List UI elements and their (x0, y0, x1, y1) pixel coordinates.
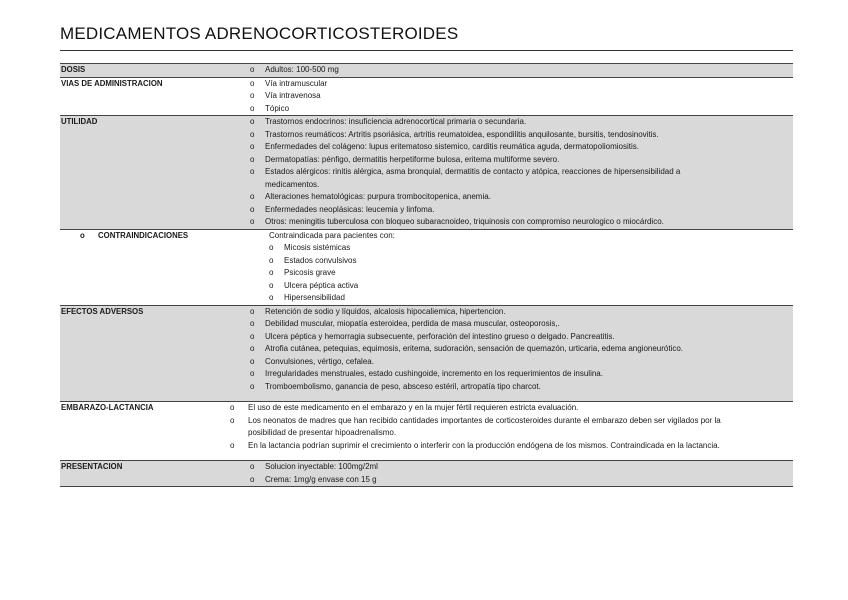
list-item-text: Hipersensibilidad (284, 293, 345, 302)
bullet-marker: o (230, 415, 235, 425)
list-item (266, 267, 793, 280)
row-dosis (60, 63, 793, 78)
list-item (247, 141, 793, 154)
bullet-marker: o (230, 440, 235, 450)
label-embarazo: EMBARAZO-LACTANCIA (61, 403, 154, 412)
list-item-text: Estados convulsivos (284, 255, 357, 265)
label-presentacion: PRESENTACION (61, 462, 123, 471)
list-item-text: Otros: meningitis tuberculosa con bloqueo subaracnoideo, triquinosis con compromiso neurologico o miocárdico. (265, 217, 664, 226)
list-item (227, 402, 793, 415)
list-item (247, 191, 793, 204)
list-item (266, 280, 793, 293)
list-item (247, 343, 793, 356)
list-item (247, 306, 793, 319)
list-item-text: Ulcera péptica y hemorragia subsecuente, perforación del intestino grueso o delgado. Pancreatitis. (265, 331, 615, 341)
list-item (247, 331, 793, 344)
list-item (247, 381, 793, 394)
bullet-marker: o (269, 293, 274, 302)
bullet-marker: o (250, 204, 255, 214)
label-dosis: DOSIS (61, 65, 86, 74)
list-item (247, 90, 793, 103)
list-contraindicaciones (266, 242, 793, 305)
row-efectos (60, 306, 793, 403)
bullet-marker: o (250, 462, 255, 471)
list-item-text: Atrofia cutánea, petequias, equimosis, eritema, sudoración, sensación de quemazón, urticaria, edema angioneurótico. (265, 344, 684, 353)
label-vias: VIAS DE ADMINISTRACION (61, 78, 163, 88)
row-contraindicaciones (60, 230, 793, 306)
list-item-text: Los neonatos de madres que han recibido cantidades importantes de corticosteroides durante el embarazo deben ser vigilados por la posibilidad de presentar hipoadrenalismo. (248, 415, 721, 437)
list-item (247, 154, 793, 167)
row-presentacion (60, 461, 793, 487)
list-item-text: El uso de este medicamento en el embarazo y en la mujer fértil requieren estricta evaluación. (248, 403, 579, 412)
bullet-marker: o (80, 230, 85, 240)
list-item (247, 166, 793, 191)
bullet-marker: o (250, 356, 255, 366)
row-embarazo (60, 402, 793, 461)
list-item-text: Enfermedades del colágeno: lupus eritematoso sistemico, carditis reumática aguda, dermatopoliomiositis. (265, 142, 639, 151)
bullet-marker: o (250, 381, 255, 391)
label-efectos: EFECTOS ADVERSOS (61, 306, 144, 316)
bullet-marker: o (250, 103, 255, 113)
list-item (247, 64, 793, 77)
list-item (247, 129, 793, 142)
bullet-marker: o (269, 268, 274, 277)
bullet-marker: o (250, 142, 255, 151)
list-item (227, 440, 793, 453)
list-item (247, 318, 793, 331)
bullet-marker: o (250, 474, 255, 484)
list-item-text: En la lactancia podrían suprimir el crecimiento o interferir con la producción endógena de los mismos. Contraindicada en la lactancia. (248, 440, 720, 450)
list-item-text: Irregularidades menstruales, estado cushingoide, incremento en los requerimientos de insulina. (265, 369, 603, 378)
list-item-text: Ulcera péptica activa (284, 280, 359, 290)
list-item (247, 204, 793, 217)
list-item-text: Retención de sodio y líquidos, alcalosis hipocaliemica, hipertencion. (265, 306, 506, 316)
list-item-text: Solucion inyectable: 100mg/2ml (265, 462, 378, 471)
list-item-text: Enfermedades neoplásicas: leucemia y linfoma. (265, 204, 435, 214)
bullet-marker: o (250, 369, 255, 378)
drug-info-table (60, 63, 793, 487)
list-item-text: Tópico (265, 103, 290, 113)
bullet-marker: o (250, 344, 255, 353)
bullet-marker: o (250, 154, 255, 164)
bullet-marker: o (269, 280, 274, 290)
list-item (247, 103, 793, 116)
label-utilidad: UTILIDAD (61, 117, 98, 126)
bullet-marker: o (250, 217, 255, 226)
bullet-marker: o (250, 117, 255, 126)
list-item-text: Vía intramuscular (265, 78, 328, 88)
bullet-marker: o (250, 167, 255, 176)
list-embarazo (227, 402, 793, 452)
bullet-marker: o (230, 403, 235, 412)
list-item (227, 415, 793, 440)
list-dosis (247, 64, 793, 77)
row-vias (60, 78, 793, 117)
bullet-marker: o (250, 78, 255, 88)
label-contraindicaciones-text: CONTRAINDICACIONES (98, 230, 189, 240)
page-title: MEDICAMENTOS ADRENOCORTICOSTEROIDES (60, 24, 459, 43)
bullet-marker: o (269, 243, 274, 252)
bullet-marker: o (250, 331, 255, 341)
list-item-text: Debilidad muscular, miopatía esteroidea, perdida de masa muscular, osteoporosis,. (265, 319, 560, 328)
bullet-marker: o (250, 319, 255, 328)
list-item-text: Crema: 1mg/g envase con 15 g (265, 474, 377, 484)
title-divider (60, 50, 793, 51)
bullet-marker: o (250, 91, 255, 100)
list-item-text: Estados alérgicos: rinitis alérgica, asma bronquial, dermatitis de contacto y atópica, reacciones de hipersensibilidad a medicamentos. (265, 167, 681, 189)
list-efectos (247, 306, 793, 394)
list-item (266, 255, 793, 268)
list-item (266, 292, 793, 305)
bullet-marker: o (250, 192, 255, 201)
list-item-text: Convulsiones, vértigo, cefalea. (265, 356, 374, 366)
contraindicaciones-intro: Contraindicada para pacientes con: (269, 230, 395, 240)
list-item-text: Trastornos reumáticos: Artritis psoriásica, artritis reumatoidea, espondilitis anquilosante, bursitis, tendosinovitis. (265, 129, 659, 139)
list-item-text: Vía intravenosa (265, 91, 321, 100)
list-item (266, 242, 793, 255)
list-item (247, 461, 793, 474)
bullet-marker: o (250, 306, 255, 316)
list-presentacion (247, 461, 793, 486)
list-item (247, 474, 793, 487)
list-utilidad (247, 116, 793, 229)
list-vias (247, 78, 793, 116)
list-item-text: Tromboembolismo, ganancia de peso, absceso estéril, artropatía tipo charcot. (265, 381, 541, 391)
list-item (247, 356, 793, 369)
list-item-text: Trastornos endocrinos: insuficiencia adrenocortical primaria o secundaria. (265, 117, 527, 126)
bullet-marker: o (269, 255, 274, 265)
list-item-text: Adultos: 100-500 mg (265, 65, 339, 74)
list-item-text: Alteraciones hematológicas: purpura trombocitopenica, anemia. (265, 192, 491, 201)
list-item (247, 78, 793, 91)
list-item-text: Psicosis grave (284, 268, 336, 277)
row-utilidad (60, 116, 793, 230)
list-item-text: Micosis sistémicas (284, 243, 351, 252)
list-item (247, 368, 793, 381)
list-item (247, 216, 793, 229)
label-contraindicaciones (60, 230, 266, 305)
list-item (247, 116, 793, 129)
bullet-marker: o (250, 65, 255, 74)
list-item-text: Dermatopatías: pénfigo, dermatitis herpetiforme bulosa, eritema multiforme severo. (265, 154, 560, 164)
bullet-marker: o (250, 129, 255, 139)
